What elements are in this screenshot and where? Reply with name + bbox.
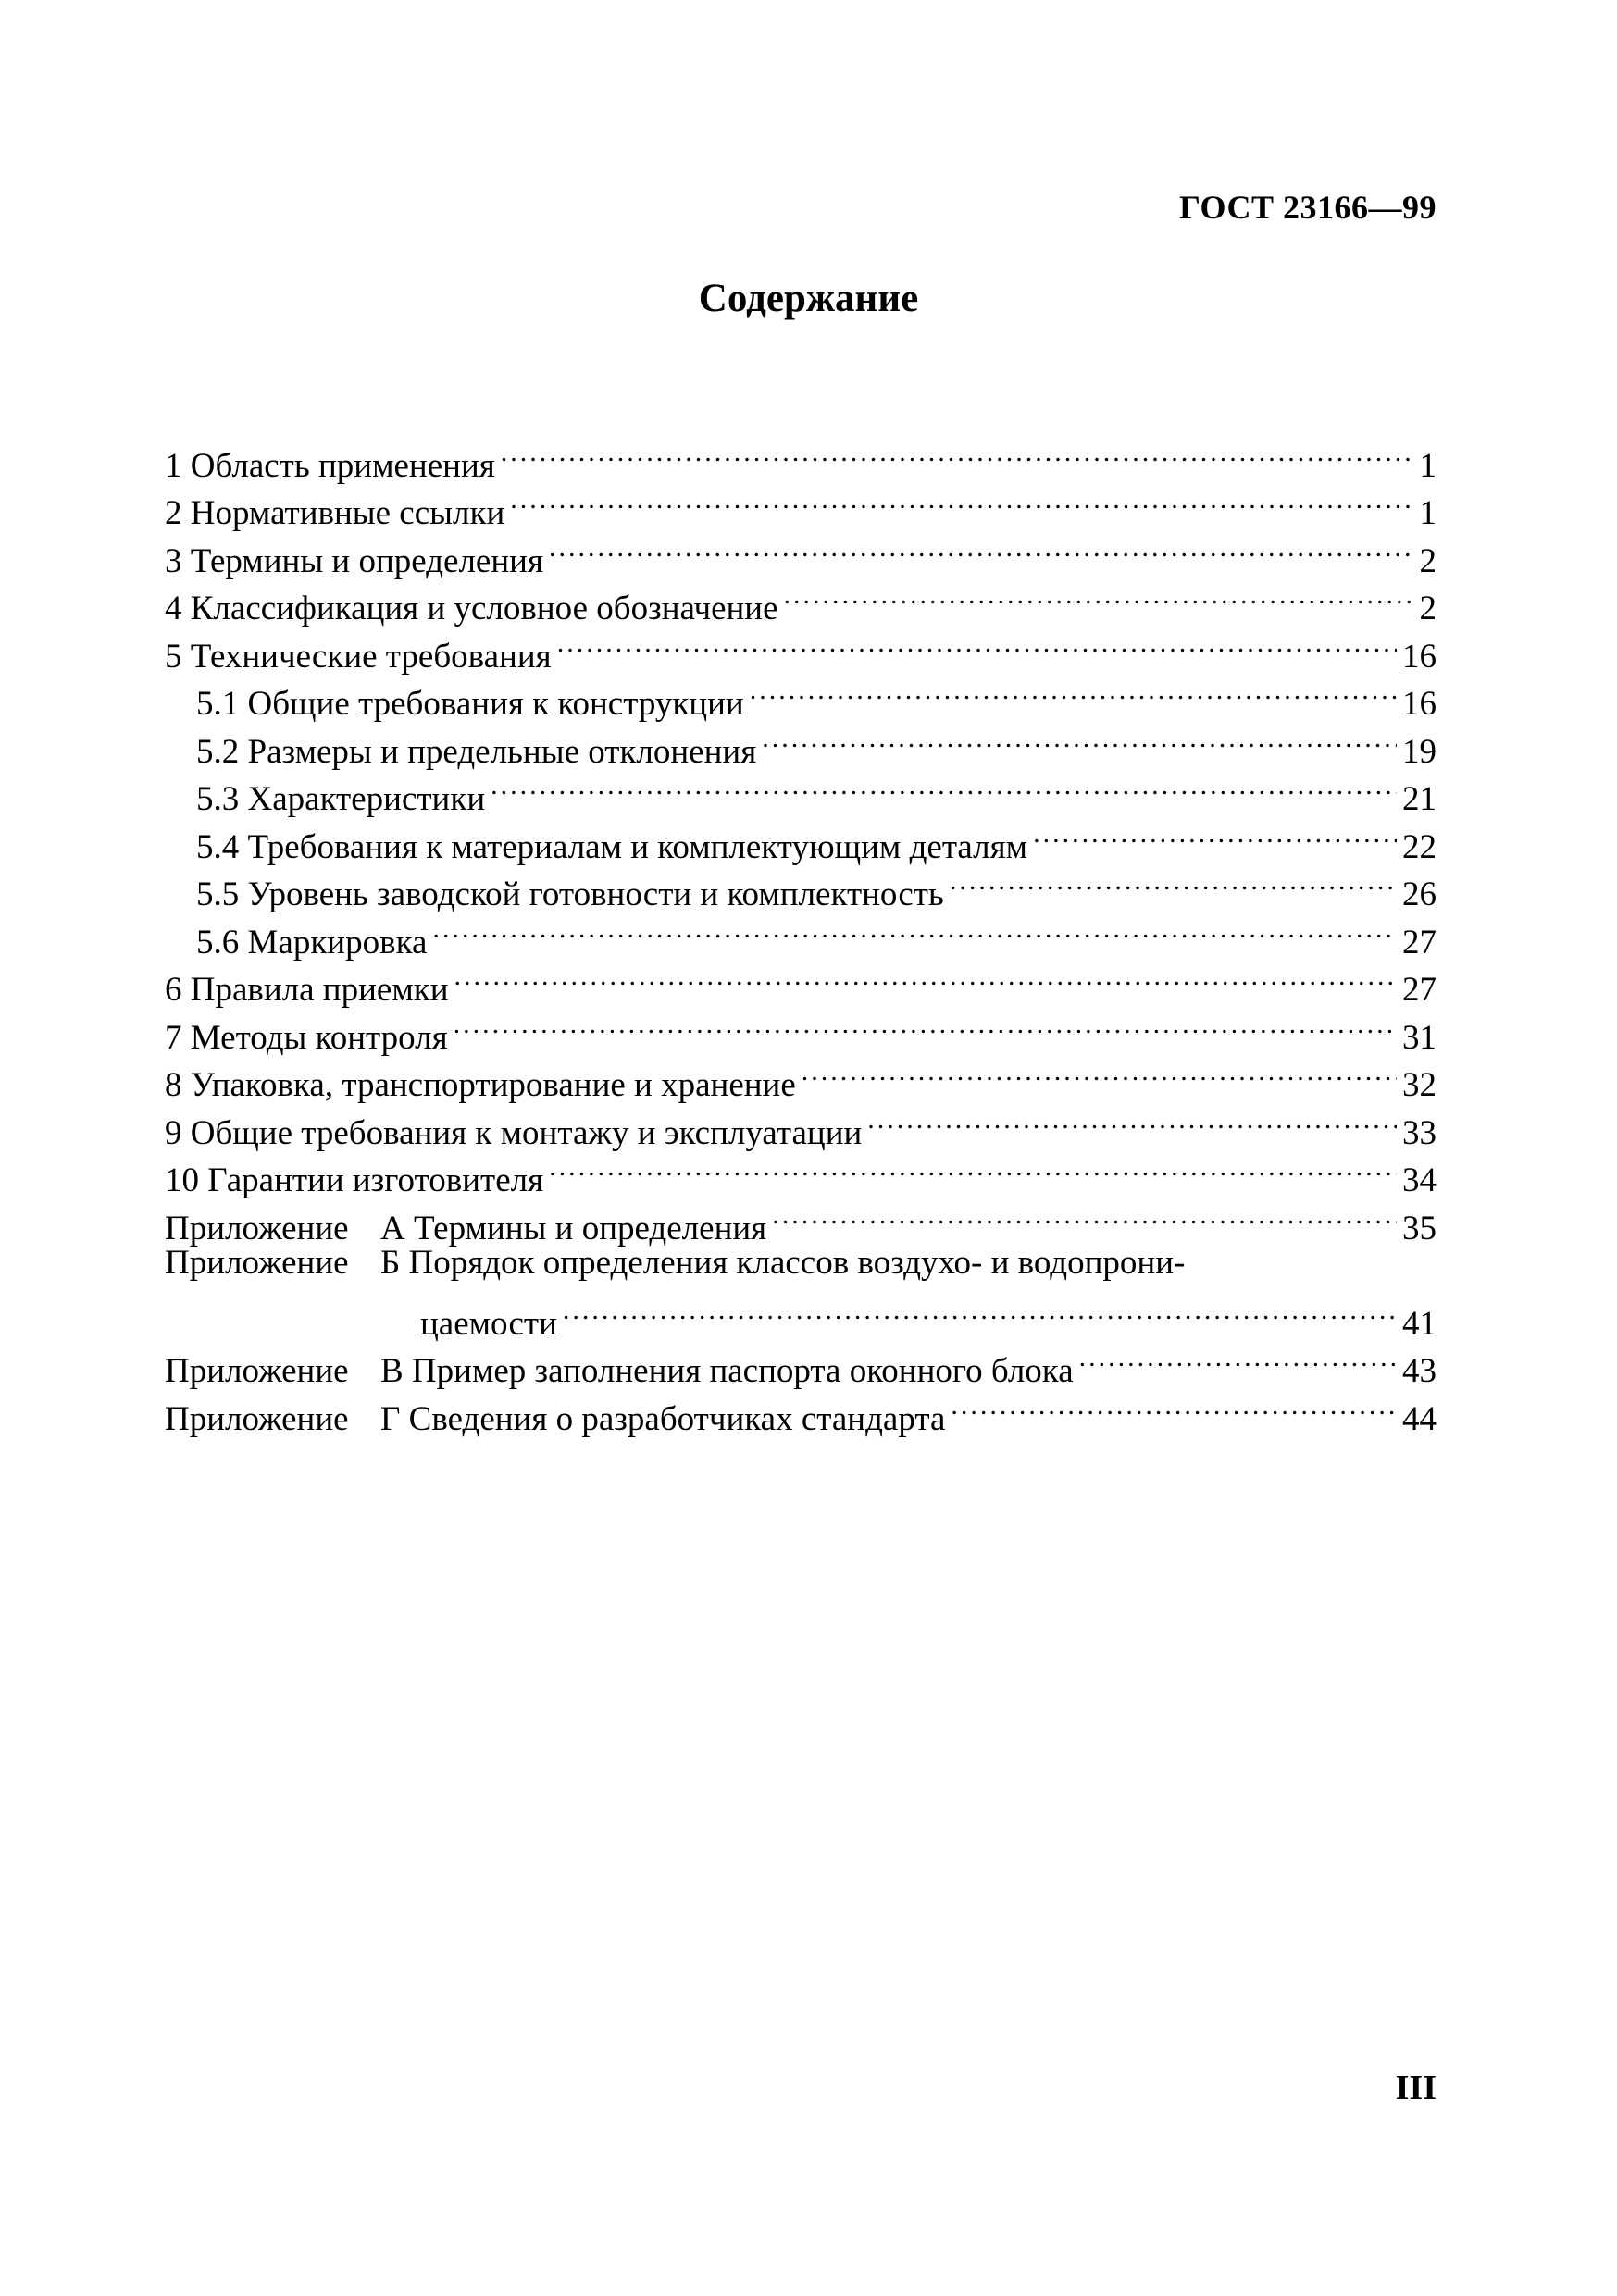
- dot-leader: [549, 524, 1412, 572]
- toc-entry-page: 19: [1402, 732, 1437, 771]
- dot-leader: [563, 1286, 1397, 1334]
- toc-entry-page: 1: [1419, 446, 1437, 485]
- dot-leader: [549, 1144, 1397, 1192]
- toc-entry-label-continuation: цаемости: [420, 1304, 557, 1343]
- toc-entry-label: 9 Общие требования к монтажу и эксплуатации: [165, 1113, 863, 1152]
- document-code: ГОСТ 23166—99: [1179, 189, 1437, 226]
- toc-entry[interactable]: [165, 428, 1437, 485]
- dot-leader: [432, 905, 1397, 953]
- toc-entry-label: 6 Правила приемки: [165, 971, 449, 1009]
- toc-entry-page: 16: [1402, 685, 1437, 723]
- dot-leader: [750, 667, 1397, 715]
- toc-entry-label: 7 Методы контроля: [165, 1018, 448, 1057]
- dot-leader: [454, 953, 1397, 1001]
- toc-entry-label: 3 Термины и определения: [165, 541, 543, 580]
- toc-entry-label: 5.3 Характеристики: [196, 780, 486, 818]
- appendix-prefix: Приложение: [165, 1352, 349, 1390]
- toc-entry-page: 41: [1402, 1304, 1437, 1343]
- toc-entry-page: 2: [1419, 541, 1437, 580]
- dot-leader: [950, 858, 1397, 906]
- toc-entry-page: 33: [1402, 1113, 1437, 1152]
- toc-entry-page: 16: [1402, 637, 1437, 676]
- toc-entry-label: В Пример заполнения паспорта оконного блока: [380, 1352, 1074, 1390]
- toc-entry-page: 44: [1402, 1399, 1437, 1438]
- toc-entry-page: 22: [1402, 827, 1437, 866]
- toc-entry-page: 32: [1402, 1066, 1437, 1104]
- toc-entry-label: 10 Гарантии изготовителя: [165, 1161, 544, 1199]
- toc-entry-label: 5.2 Размеры и предельные отклонения: [196, 732, 757, 771]
- toc-entry-page: 21: [1402, 780, 1437, 818]
- appendix-prefix: Приложение: [165, 1399, 349, 1438]
- dot-leader: [501, 428, 1412, 477]
- toc-entry-label: 5.1 Общие требования к конструкции: [196, 685, 744, 723]
- dot-leader: [772, 1191, 1397, 1239]
- toc-entry-label: Г Сведения о разработчиках стандарта: [380, 1399, 946, 1438]
- toc-appendix-entry[interactable]: [165, 1239, 1437, 1287]
- dot-leader: [1033, 810, 1397, 858]
- dot-leader: [784, 572, 1412, 620]
- toc-entry-label: 1 Область применения: [165, 446, 495, 485]
- toc-entry-label: 5.4 Требования к материалам и комплектующим деталям: [196, 827, 1028, 866]
- toc-entry-page: 26: [1402, 875, 1437, 913]
- toc-entry-label: 5.6 Маркировка: [196, 923, 428, 962]
- toc-entry-page: 1: [1419, 494, 1437, 532]
- toc-entry-page: 31: [1402, 1018, 1437, 1057]
- toc-entry-page: 2: [1419, 590, 1437, 627]
- toc-entry-label: 5.5 Уровень заводской готовности и комплектность: [196, 875, 944, 913]
- table-of-contents: [165, 428, 1437, 1438]
- toc-entry-label: 5 Технические требования: [165, 637, 552, 676]
- dot-leader: [510, 477, 1412, 525]
- toc-entry-label: А Термины и определения: [380, 1209, 767, 1247]
- toc-entry-page: 35: [1402, 1209, 1437, 1247]
- dot-leader: [951, 1382, 1397, 1430]
- appendix-prefix: Приложение: [165, 1209, 349, 1247]
- dot-leader: [867, 1096, 1397, 1144]
- toc-entry-label: 4 Классификация и условное обозначение: [165, 590, 778, 627]
- dot-leader: [1079, 1334, 1397, 1383]
- toc-entry-label: 2 Нормативные ссылки: [165, 494, 505, 532]
- appendix-prefix: Приложение: [165, 1243, 349, 1282]
- toc-entry-label: 8 Упаковка, транспортирование и хранение: [165, 1066, 796, 1104]
- dot-leader: [802, 1049, 1397, 1097]
- dot-leader: [762, 714, 1397, 763]
- dot-leader: [491, 763, 1397, 811]
- toc-entry-page: 27: [1402, 971, 1437, 1009]
- toc-entry-label: Б Порядок определения классов воздухо- и водопрони-: [380, 1243, 1186, 1282]
- page-number: III: [1395, 2068, 1437, 2107]
- toc-appendix-entry[interactable]: [165, 1334, 1437, 1390]
- dot-leader: [454, 1000, 1397, 1049]
- toc-entry-page: 43: [1402, 1352, 1437, 1390]
- dot-leader: [557, 619, 1397, 667]
- toc-appendix-entry-continuation[interactable]: [165, 1286, 1437, 1343]
- toc-entry-page: 34: [1402, 1161, 1437, 1199]
- page-title: Содержание: [698, 277, 919, 320]
- toc-entry-page: 27: [1402, 923, 1437, 962]
